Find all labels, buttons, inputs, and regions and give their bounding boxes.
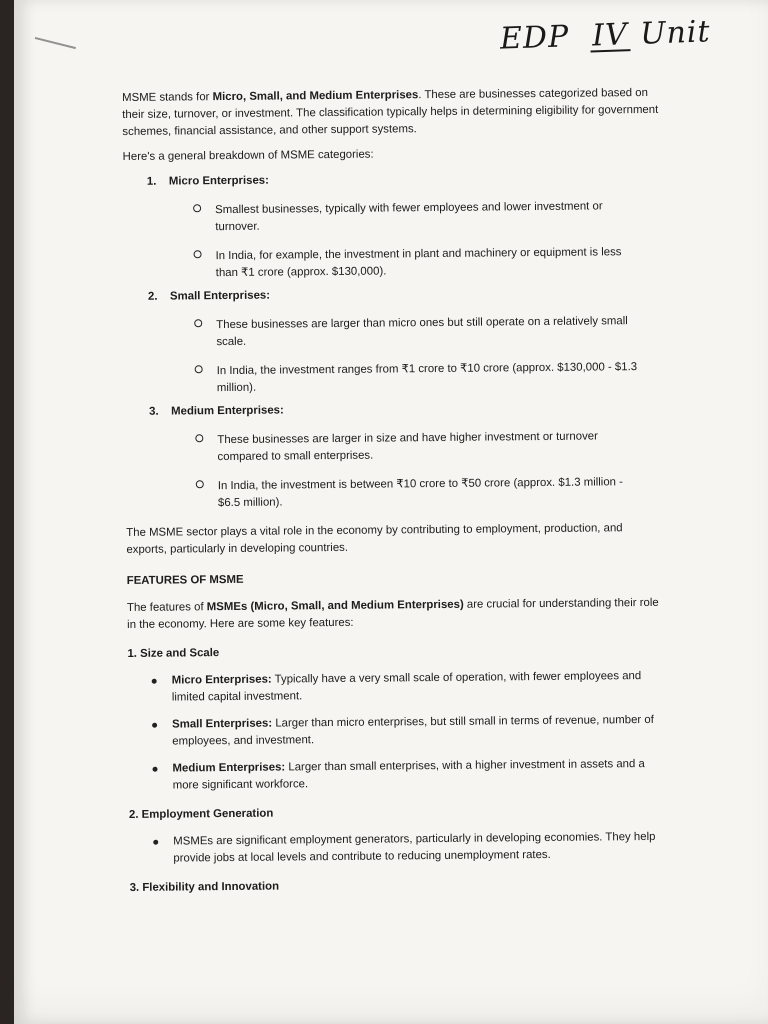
- summary-paragraph: The MSME sector plays a vital role in the economy by contributing to employment, production, and exports, particularly in developing countries.: [126, 522, 623, 556]
- feature-section-title: 3. Flexibility and Innovation: [129, 880, 280, 894]
- handwritten-unit-number: IV: [591, 17, 629, 54]
- features-intro: The features of MSMEs (Micro, Small, and Medium Enterprises) are crucial for understanding their role in the economy. Here are some key features:: [126, 596, 659, 631]
- category-point: In India, the investment ranges from ₹1 crore to ₹10 crore (approx. $130,000 - $1.3 million).: [217, 359, 665, 397]
- category-point: These businesses are larger than micro ones but still operate on a relatively small scale.: [216, 313, 664, 351]
- handwritten-title: [499, 14, 711, 56]
- feature-item: MSMEs are significant employment generators, particularly in developing economies. They help provide jobs at local levels and contribute to reducing unemployment rates.: [173, 829, 669, 868]
- circle-bullet-icon: [194, 250, 202, 258]
- circle-bullet-icon: [193, 204, 201, 212]
- category-point: These businesses are larger in size and have higher investment or turnover compared to small enterprises.: [217, 428, 665, 466]
- dot-bullet-icon: [153, 840, 158, 845]
- category-point: Smallest businesses, typically with fewer employees and lower investment or turnover.: [215, 198, 663, 236]
- features-heading: FEATURES OF MSME: [126, 573, 244, 587]
- category-point: In India, the investment is between ₹10 crore to ₹50 crore (approx. $1.3 million - $6.5 million).: [218, 474, 666, 512]
- document-body: [122, 85, 670, 907]
- category-heading-micro: 1. Micro Enterprises:: [146, 174, 269, 188]
- dot-bullet-icon: [152, 767, 157, 772]
- category-heading-medium: 3. Medium Enterprises:: [149, 404, 284, 418]
- feature-item: Medium Enterprises: Larger than small enterprises, with a higher investment in assets and a more significant workforce.: [172, 756, 668, 795]
- document-page: [14, 0, 768, 1024]
- dot-bullet-icon: [152, 679, 157, 684]
- handwritten-unit-word: Unit: [639, 14, 712, 52]
- feature-section-title: 1. Size and Scale: [127, 647, 220, 660]
- circle-bullet-icon: [194, 319, 202, 327]
- feature-item: Micro Enterprises: Typically have a very small scale of operation, with fewer employees and limited capital investment.: [172, 668, 668, 707]
- pen-mark: [34, 37, 76, 52]
- category-heading-small: 2. Small Enterprises:: [147, 289, 271, 303]
- feature-section-title: 2. Employment Generation: [128, 807, 274, 821]
- intro-paragraph: MSME stands for Micro, Small, and Medium Enterprises. These are businesses categorized based on their size, turnover, or investment. The classification typically helps in determining eligibility for government schemes, financial assistance, and other support systems.: [122, 86, 659, 138]
- circle-bullet-icon: [195, 434, 203, 442]
- dot-bullet-icon: [152, 723, 157, 728]
- breakdown-intro: Here's a general breakdown of MSME categories:: [122, 148, 374, 163]
- category-point: In India, for example, the investment in plant and machinery or equipment is less than ₹1 crore (approx. $130,000).: [216, 244, 664, 282]
- handwritten-subject: EDP: [499, 19, 570, 57]
- feature-item: Small Enterprises: Larger than micro enterprises, but still small in terms of revenue, number of employees, and investment.: [172, 712, 668, 751]
- circle-bullet-icon: [195, 365, 203, 373]
- circle-bullet-icon: [196, 480, 204, 488]
